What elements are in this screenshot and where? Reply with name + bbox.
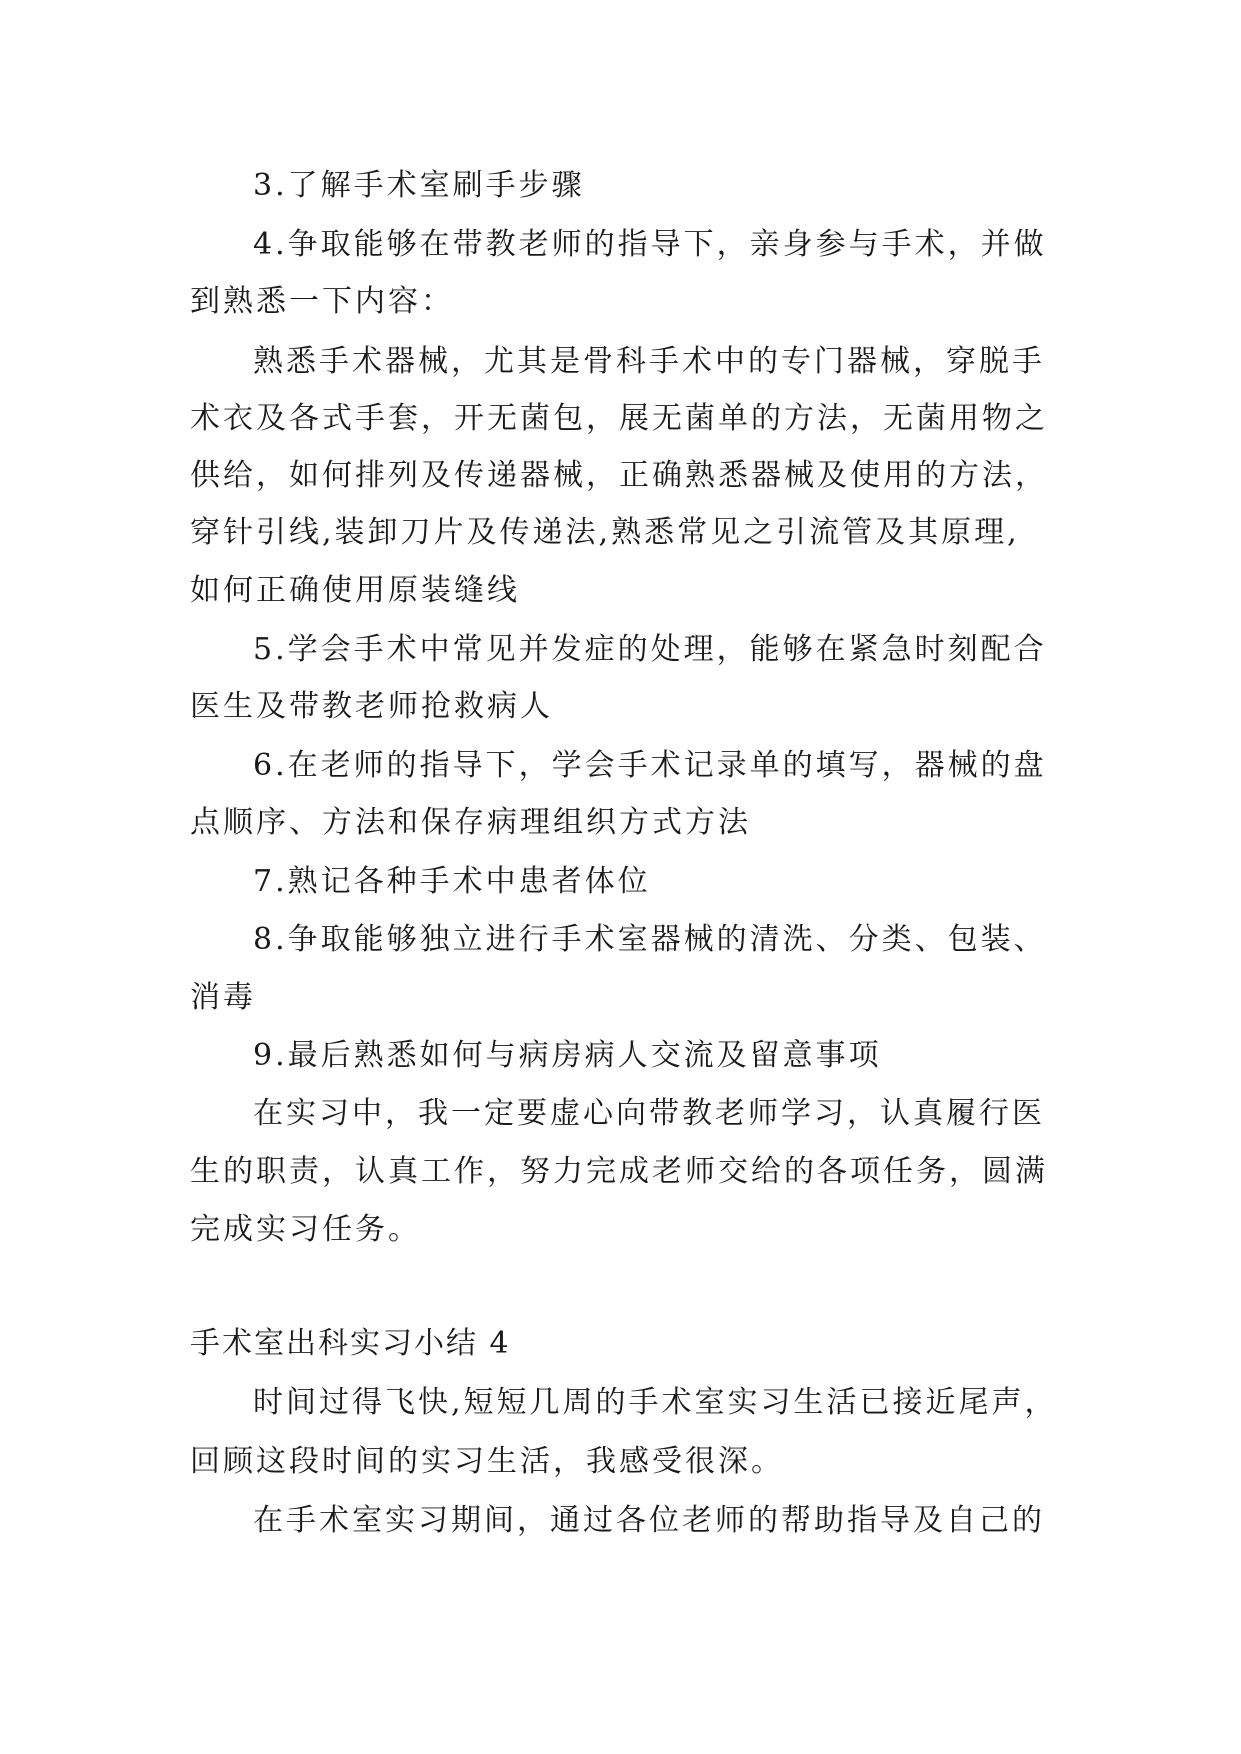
paragraph-line: 完成实习任务。 xyxy=(190,1212,421,1247)
paragraph-line: 如何正确使用原装缝线 xyxy=(190,573,520,608)
paragraph-line: 9.最后熟悉如何与病房病人交流及留意事项 xyxy=(253,1038,882,1073)
paragraph-line: 到熟悉一下内容： xyxy=(190,284,454,319)
paragraph-line: 供给，如何排列及传递器械，正确熟悉器械及使用的方法， xyxy=(190,458,1048,493)
paragraph-line: 穿针引线,装卸刀片及传递法,熟悉常见之引流管及其原理, xyxy=(190,515,1020,550)
paragraph-line: 医生及带教老师抢救病人 xyxy=(190,689,553,724)
paragraph-line: 消毒 xyxy=(190,980,256,1015)
paragraph-line: 8.争取能够独立进行手术室器械的清洗、分类、包装、 xyxy=(253,922,1047,957)
paragraph-line: 术衣及各式手套，开无菌包，展无菌单的方法，无菌用物之 xyxy=(190,401,1048,436)
paragraph-line: 在手术室实习期间，通过各位老师的帮助指导及自己的 xyxy=(253,1503,1045,1538)
paragraph-line: 5.学会手术中常见并发症的处理，能够在紧急时刻配合 xyxy=(253,632,1047,667)
paragraph-line: 生的职责，认真工作，努力完成老师交给的各项任务，圆满 xyxy=(190,1154,1048,1189)
section-heading: 手术室出科实习小结 4 xyxy=(190,1326,511,1361)
paragraph-line: 时间过得飞快,短短几周的手术室实习生活已接近尾声， xyxy=(253,1385,1058,1420)
paragraph-line: 熟悉手术器械，尤其是骨科手术中的专门器械，穿脱手 xyxy=(253,344,1045,379)
paragraph-line: 6.在老师的指导下，学会手术记录单的填写，器械的盘 xyxy=(253,748,1047,783)
paragraph-line: 在实习中，我一定要虚心向带教老师学习，认真履行医 xyxy=(253,1096,1045,1131)
paragraph-line: 7.熟记各种手术中患者体位 xyxy=(253,864,651,899)
paragraph-line: 回顾这段时间的实习生活，我感受很深。 xyxy=(190,1444,784,1479)
paragraph-line: 4.争取能够在带教老师的指导下，亲身参与手术，并做 xyxy=(253,227,1047,262)
paragraph-line: 3.了解手术室刷手步骤 xyxy=(253,168,585,203)
paragraph-line: 点顺序、方法和保存病理组织方式方法 xyxy=(190,805,751,840)
